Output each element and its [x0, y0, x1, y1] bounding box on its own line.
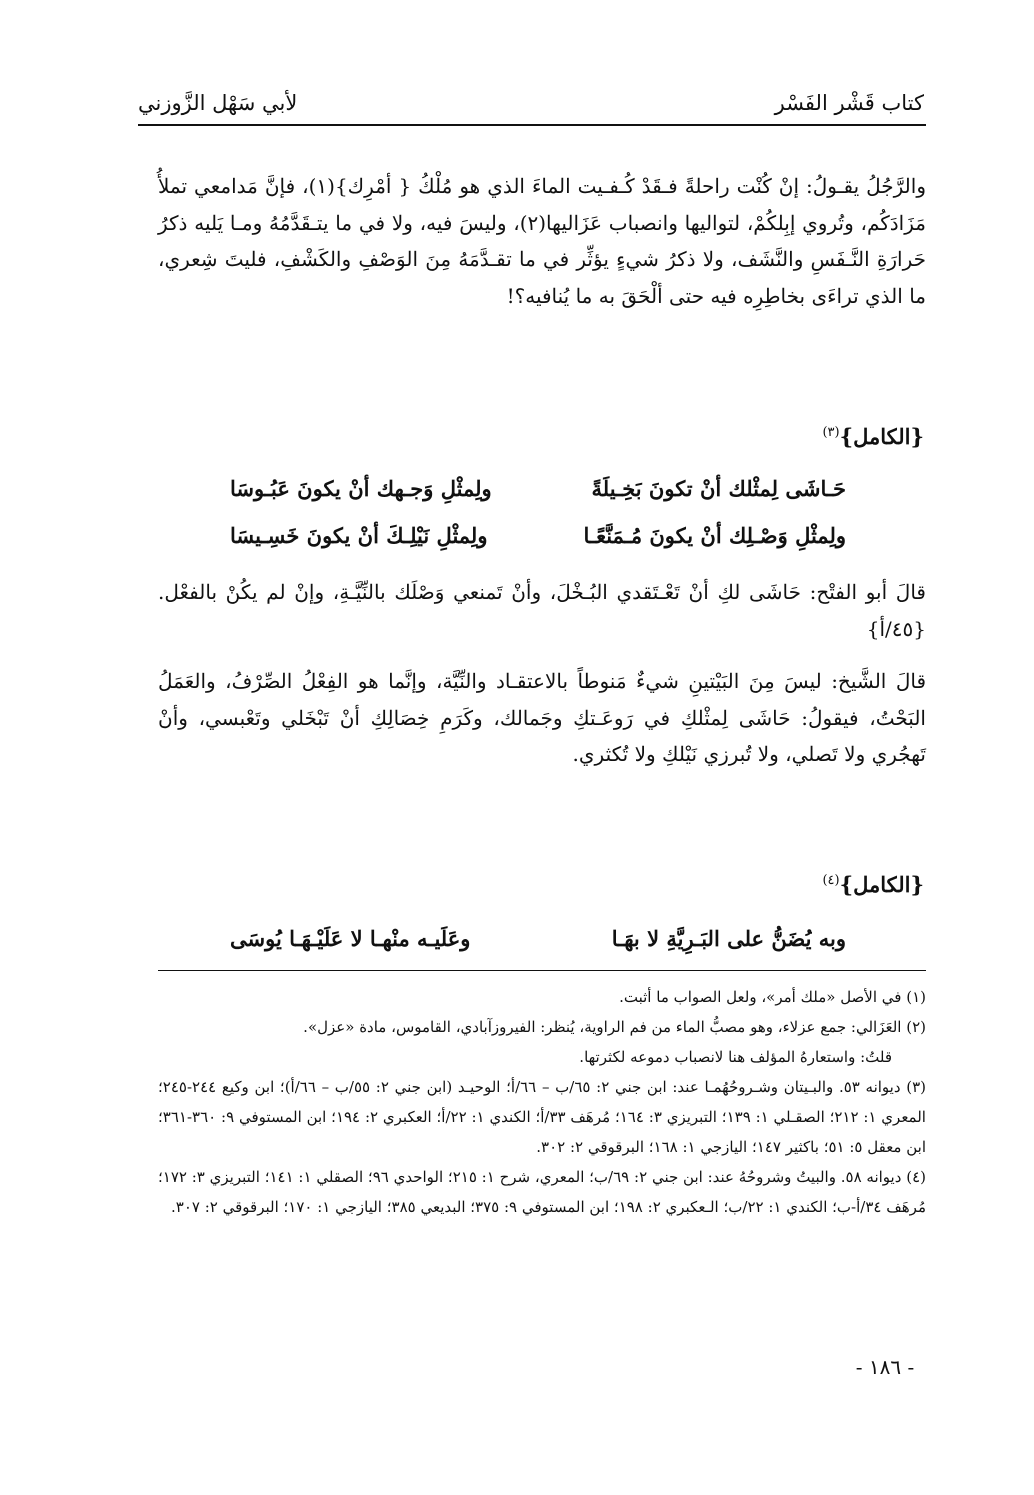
footnote-ref: (٣) — [822, 425, 840, 440]
verse-line-2 — [230, 517, 846, 553]
verse-hemistich-first: وبه يُضَنُّ على البَـرِيَّةِ لا بهَـا — [611, 925, 846, 951]
verse-hemistich-first: حَـاشَى لِمثْلك أنْ تكونَ بَخِـيلَةً — [591, 475, 846, 501]
verse-hemistich-second: وعَلَيـه منْهـا لا عَلَيْـهَـا يُوسَى — [230, 925, 471, 951]
book-title: كتاب قَشْر الفَسْر — [774, 91, 924, 115]
meter-name: {الكامل} — [839, 872, 924, 897]
commentary-abu-al-fath: قالَ أبو الفتْح: حَاشَى لكِ أنْ تَعْـتَقدي البُـخْلَ، وأنْ تَمنعي وَصْلَك بالنِّيَّـةِ، وإنْ لم يكُنْ بالفعْل. {٤٥/أ} — [158, 580, 926, 641]
footnote-3: (٣) ديوانه ٥٣. والبـيتان وشـروحُهُمـا عند: ابن جني ٢: ٦٥/ب – ٦٦/أ؛ الوحيـد (ابن جني ٢: ٥٥/ب – ٦٦/أ)؛ ابن وكيع ٢٤٤-٢٤٥؛ المعري ١: ٢١٢؛ الصقـلي ١: ١٣٩؛ التبريزي ٣: ١٦٤؛ مُرهَف ٣٣/أ؛ الكندي ١: ٢٢/أ؛ العكبري ٢: ١٩٤؛ ابن المستوفي ٩: ٣٦٠-٣٦١؛ ابن معقل ٥: ٥١؛ باكثير ١٤٧؛ اليازجي ١: ١٦٨؛ البرقوقي ٢: ٣٠٢. — [158, 1078, 926, 1156]
footnote-4: (٤) ديوانه ٥٨. والبيتُ وشروحُهُ عند: ابن جني ٢: ٦٩/ب؛ المعري، شرح ١: ٢١٥؛ الواحدي ٩٦؛ الصقلي ١: ١٤١؛ التبريزي ٣: ١٧٢؛ مُرهَف ٣٤/أ-ب؛ الكندي ١: ٢٢/ب؛ الـعكبري ٢: ١٩٨؛ ابن المستوفي ٩: ٣٧٥؛ البديعي ٣٨٥؛ اليازجي ١: ١٧٠؛ البرقوقي ٢: ٣٠٧. — [158, 1168, 926, 1216]
verse-hemistich-second: ولِمثْلِ نَيْلِـكَ أنْ يكونَ خَسِـيسَا — [230, 522, 488, 548]
footnote-2-note: قلتُ: واستعارهُ المؤلف هنا لانصباب دموعه لكثرتها. — [579, 1048, 892, 1066]
verse-line-3 — [230, 920, 846, 956]
verse-hemistich-second: ولِمثْلِ وَجـهك أنْ يكونَ عَبُـوسَا — [230, 475, 492, 501]
footnote-2: (٢) العَزَالي: جمع عزلاء، وهو مصبُّ الماء من فم الراوية، يُنظر: الفيروزآبادي، القاموس، مادة «عزل». — [303, 1018, 926, 1036]
footnotes — [158, 982, 926, 1222]
footnote-1: (١) في الأصل «ملك أمر»، ولعل الصواب ما أثبت. — [619, 988, 926, 1006]
page-number: - ١٨٦ - — [855, 1355, 915, 1379]
commentary-paragraph-1: والرَّجُلُ يقـولُ: إنْ كُنْت راحلةً فـقَدْ كُـفـيت الماءَ الذي هو مُلْكُ { أمْرِك}(١)، فإنَّ مَدامعي تملأُ مَزَادَكُم، وتُروي إبِلكُمْ، لتواليها وانصباب عَزَاليها(٢)، وليسَ فيه، ولا في ما يتـقَدَّمُهُ ومـا يَليه ذكرُ حَرارَةِ النَّـفَسِ والنَّشَف، ولا ذكرُ شيءٍ يؤثِّر في ما تقـدَّمَهُ مِنَ الوَصْفِ والكَشْفِ، فليتَ شِعري، ما الذي تراءَى بخاطِرِه فيه حتى ألْحَقَ به ما يُنافيه؟! — [158, 174, 926, 308]
verse-hemistich-first: ولِمثْلِ وَصْـلِك أنْ يكونَ مُـمَنَّعًـا — [583, 522, 846, 548]
meter-label-2 — [822, 872, 924, 897]
commentary-al-shaykh: قالَ الشَّيخ: ليسَ مِنَ البَيْتينِ شيءٌ مَنوطاً بالاعتقـاد والنِّيَّة، وإنَّما هو الفِعْلُ الصِّرْفُ، والعَمَلُ البَحْتُ، فيقولُ: حَاشَى لِمثْلكِ في رَوعَـتكِ وجَمالك، وكَرَمِ خِصَالِكِ أنْ تَبْخَلي وتَعْبسي، وأنْ تَهجُري ولا تَصلي، ولا تُبرزي نَيْلكِ ولا تُكثري. — [158, 669, 926, 766]
footnote-rule — [158, 970, 926, 971]
running-header — [138, 86, 924, 120]
author-name: لأبي سَهْل الزَّوزني — [138, 91, 298, 115]
footnote-ref: (٤) — [822, 873, 840, 888]
header-rule — [138, 124, 926, 126]
meter-label-1 — [822, 424, 924, 449]
meter-name: {الكامل} — [839, 424, 924, 449]
verse-line-1 — [230, 470, 846, 506]
